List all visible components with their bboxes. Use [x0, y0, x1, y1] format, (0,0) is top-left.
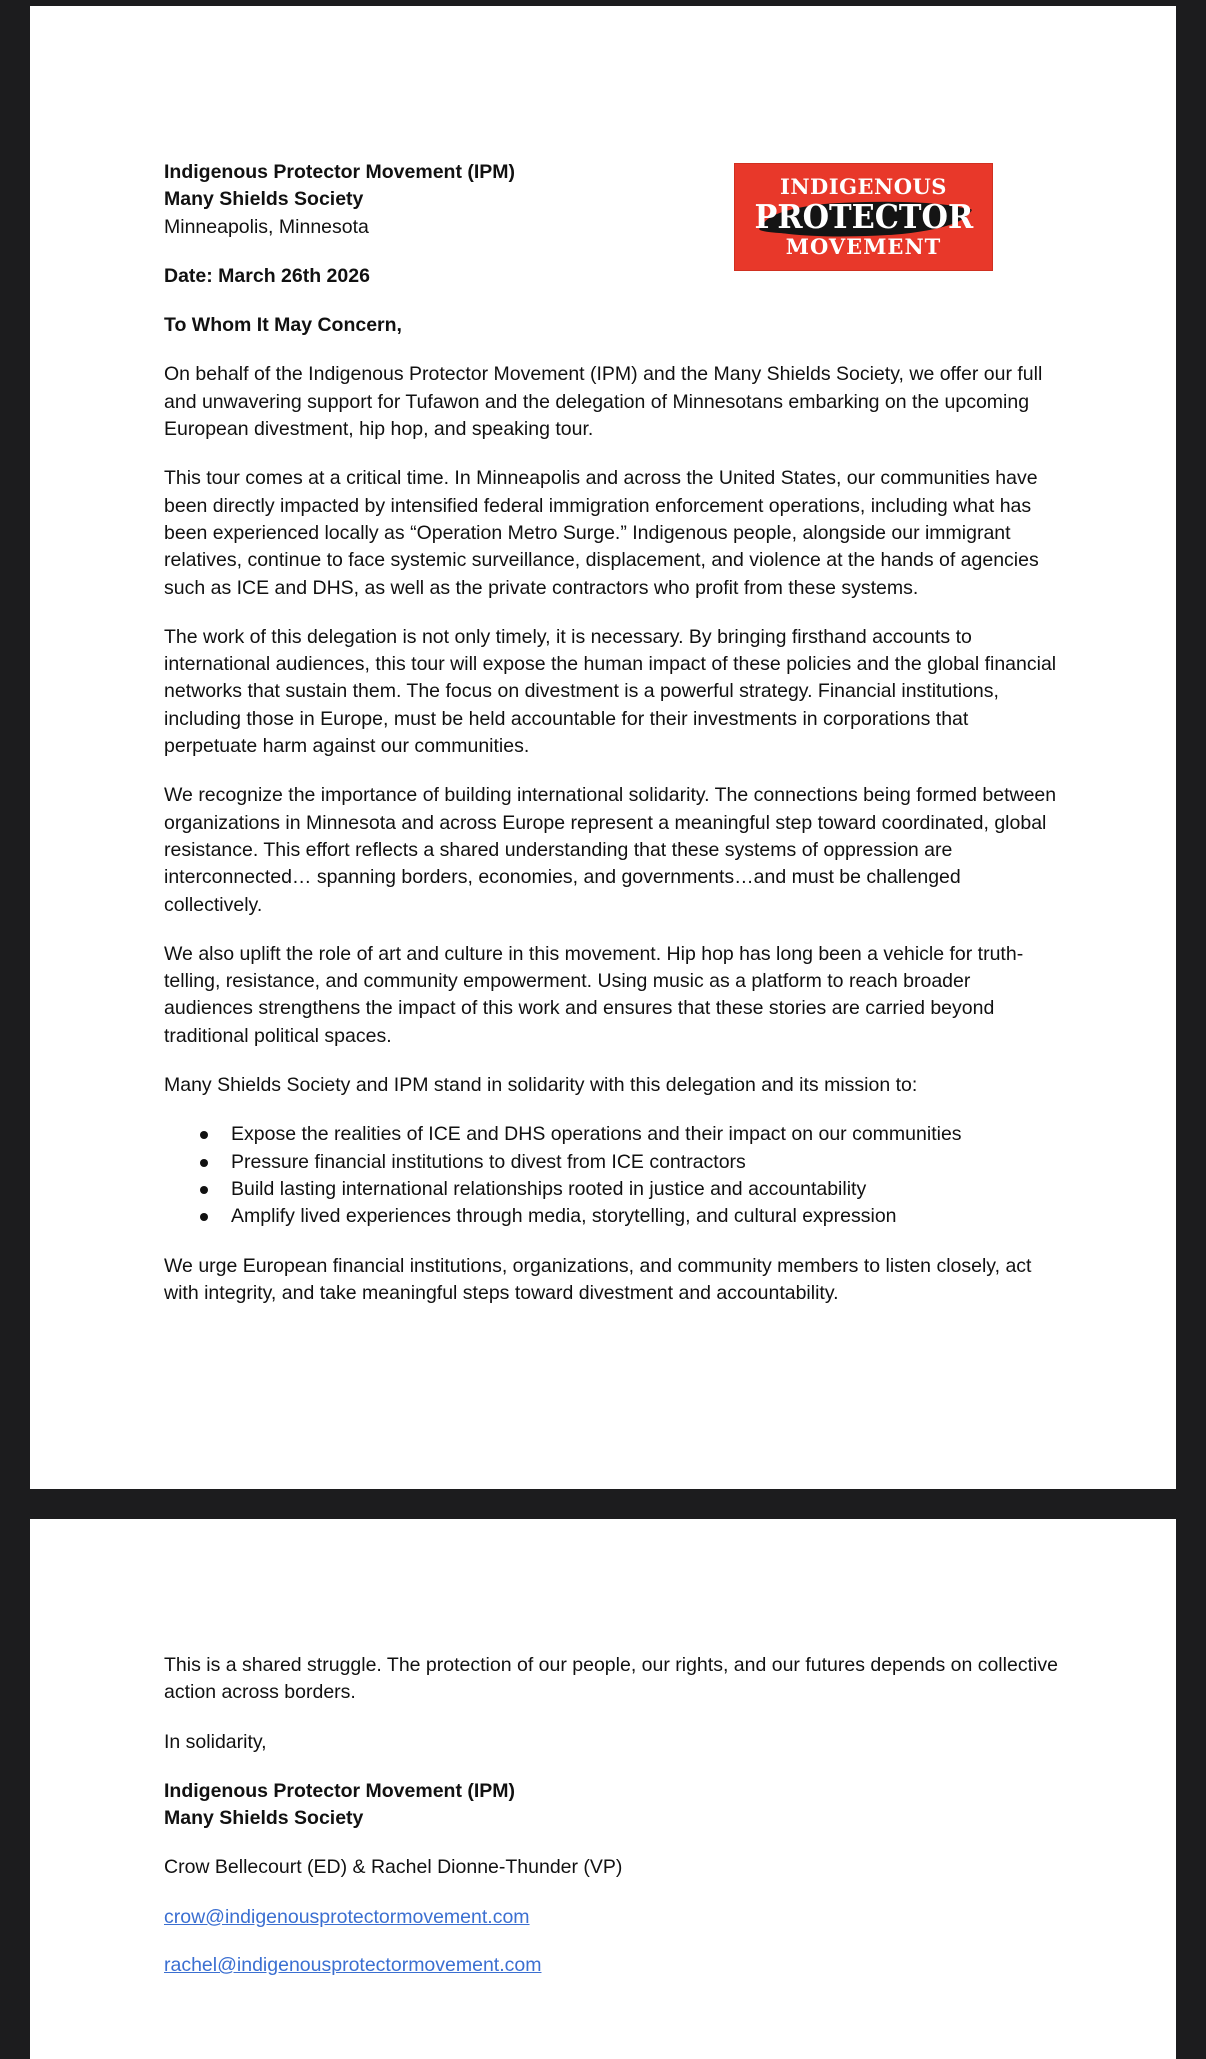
- letter-date: Date: March 26th 2026: [164, 264, 370, 287]
- paragraph-international-solidarity: We recognize the importance of building international solidarity. The connections being formed between organizations in Minnesota and across Europe represent a meaningful step toward coordinated, global resistance. This effort reflects a shared understanding that these systems of oppression are interconnected… spanning borders, economies, and governments…and must be challenged collectively.: [164, 784, 1057, 916]
- letter-body: [164, 159, 1064, 1329]
- paragraph-support: On behalf of the Indigenous Protector Movement (IPM) and the Many Shields Society, we offer our full and unwavering support for Tufawon and the delegation of Minnesotans embarking on the upcoming European divestment, hip hop, and speaking tour.: [164, 363, 1043, 441]
- mission-item: Expose the realities of ICE and DHS operations and their impact on our communities: [231, 1121, 1064, 1148]
- society-name: Many Shields Society: [164, 188, 364, 211]
- signature-org-name: Indigenous Protector Movement (IPM): [164, 1779, 516, 1802]
- paragraph-mission-intro: Many Shields Society and IPM stand in solidarity with this delegation and its mission to:: [164, 1074, 918, 1097]
- salutation: To Whom It May Concern,: [164, 314, 402, 337]
- signature-orgs: [164, 1778, 1064, 1833]
- location: Minneapolis, Minnesota: [164, 215, 369, 238]
- email-link-crow[interactable]: crow@indigenousprotectormovement.com: [164, 1905, 530, 1928]
- paragraph-urge: We urge European financial institutions, organizations, and community members to listen closely, act with integrity, and take meaningful steps toward divestment and accountability.: [164, 1254, 1032, 1304]
- logo-line-2: PROTECTOR: [754, 197, 973, 236]
- sign-off: In solidarity,: [164, 1730, 267, 1753]
- paragraph-shared-struggle: This is a shared struggle. The protection of our people, our rights, and our futures depends on collective action across borders.: [164, 1654, 1058, 1704]
- org-name: Indigenous Protector Movement (IPM): [164, 161, 516, 183]
- paragraph-delegation-work: The work of this delegation is not only timely, it is necessary. By bringing firsthand accounts to international audiences, this tour will expose the human impact of these policies and the global financial networks that sustain them. The focus on divestment is a powerful strategy. Financial institutions, including those in Europe, must be held accountable for their investments in corporations that perpetuate harm against our communities.: [164, 625, 1057, 758]
- paragraph-critical-time: This tour comes at a critical time. In Minneapolis and across the United States, our communities have been directly impacted by intensified federal immigration enforcement operations, including what has been experienced locally as “Operation Metro Surge.” Indigenous people, alongside our immigrant relatives, continue to face systemic surveillance, displacement, and violence at the hands of agencies such as ICE and DHS, as well as the private contractors who profit from these systems.: [164, 467, 1039, 599]
- signature-society-name: Many Shields Society: [164, 1807, 364, 1830]
- document-page-2: [30, 1519, 1176, 2059]
- mission-list: [164, 1121, 1064, 1230]
- mission-item: Pressure financial institutions to divest from ICE contractors: [231, 1149, 1064, 1176]
- mission-item: Amplify lived experiences through media, storytelling, and cultural expression: [231, 1203, 1064, 1230]
- mission-item: Build lasting international relationships rooted in justice and accountability: [231, 1176, 1064, 1203]
- logo-line-1: INDIGENOUS: [780, 174, 947, 199]
- document-page-1: [30, 6, 1176, 1489]
- letter-closing: [164, 1652, 1064, 2001]
- signatories: Crow Bellecourt (ED) & Rachel Dionne-Thunder (VP): [164, 1856, 623, 1879]
- email-link-rachel[interactable]: rachel@indigenousprotectormovement.com: [164, 1954, 542, 1977]
- paragraph-art-culture: We also uplift the role of art and culture in this movement. Hip hop has long been a vehicle for truth-telling, resistance, and community empowerment. Using music as a platform to reach broader audiences strengthens the impact of this work and ensures that these stories are carried beyond traditional political spaces.: [164, 942, 1024, 1047]
- letterhead: [164, 159, 1064, 241]
- logo-line-3: MOVEMENT: [785, 234, 942, 259]
